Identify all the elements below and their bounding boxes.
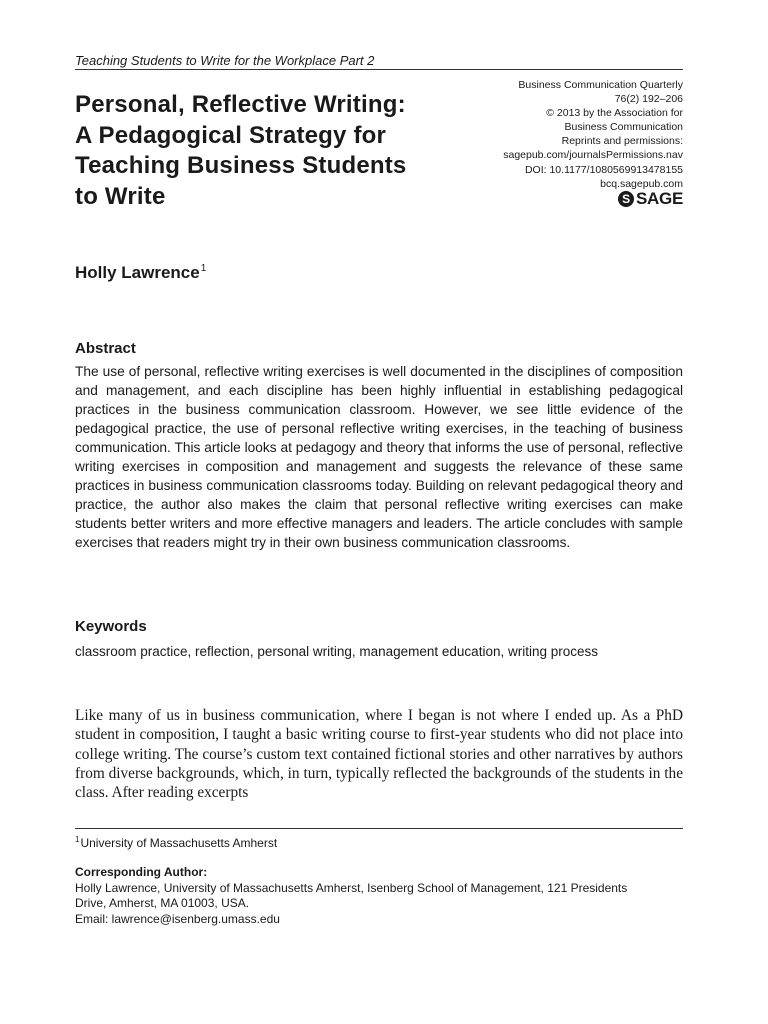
footnote-rule	[75, 828, 683, 829]
corresponding-email[interactable]: Email: lawrence@isenberg.umass.edu	[75, 911, 280, 926]
footnote-marker: 1	[75, 835, 80, 844]
author-affiliation-marker: 1	[200, 263, 207, 274]
title-line: Teaching Business Students	[75, 152, 407, 179]
article-title	[75, 90, 475, 212]
corresponding-address: Holly Lawrence, University of Massachusetts Amherst, Isenberg School of Management, 121 Presidents	[75, 880, 628, 895]
journal-permissions-link[interactable]: sagepub.com/journalsPermissions.nav	[503, 149, 683, 162]
corresponding-author	[75, 865, 695, 927]
affiliation-text: University of Massachusetts Amherst	[80, 836, 278, 850]
title-line: A Pedagogical Strategy for	[75, 121, 387, 149]
sage-logo-text: SAGE	[636, 189, 683, 208]
footnote-affiliation	[75, 835, 277, 850]
journal-doi[interactable]: DOI: 10.1177/1080569913478155	[524, 163, 683, 176]
journal-site[interactable]: bcq.sagepub.com	[600, 177, 683, 190]
keywords-text: classroom practice, reflection, personal writing, management education, writing process	[75, 644, 598, 659]
journal-volume: 76(2) 192–206	[614, 93, 683, 106]
journal-info	[453, 78, 683, 191]
body-paragraph: Like many of us in business communication, where I began is not where I ended up. As a PhD student in composition, I taught a basic writing course to first-year students who did not place into college writing. The course’s custom text contained fictional stories and other narratives by authors from diverse backgrounds, which, in turn, typically reflected the backgrounds of the students in the class. After reading excerpts	[75, 707, 683, 802]
sage-logo-icon: S	[618, 191, 634, 207]
keywords-heading: Keywords	[75, 618, 147, 635]
journal-reprints: Reprints and permissions:	[561, 135, 683, 148]
header-rule	[75, 69, 683, 70]
abstract-heading: Abstract	[75, 340, 136, 357]
corresponding-label: Corresponding Author:	[75, 865, 208, 879]
running-head: Teaching Students to Write for the Workplace Part 2	[75, 53, 375, 68]
corresponding-address: Drive, Amherst, MA 01003, USA.	[75, 896, 250, 910]
title-line: Personal, Reflective Writing:	[75, 91, 406, 118]
author-name-text: Holly Lawrence	[75, 263, 200, 282]
title-line: to Write	[75, 182, 166, 210]
journal-name: Business Communication Quarterly	[518, 79, 683, 91]
author-name	[75, 263, 206, 283]
journal-copyright: Business Communication	[564, 121, 683, 134]
sage-logo	[618, 189, 683, 209]
abstract-text: The use of personal, reflective writing exercises is well documented in the disciplines of composition and management, and each discipline has been highly influential in establishing pedagogical practices in the business communication classroom. However, we see little evidence of the pedagogical practice, the use of personal reflective writing exercises, in the teaching of business communication. This article looks at pedagogy and theory that informs the use of personal, reflective writing exercises in composition and management and suggests the relevance of these same practices in business communication classrooms today. Building on relevant pedagogical theory and practice, the author also makes the claim that personal reflective writing exercises can make students better writers and more effective managers and leaders. The article concludes with sample exercises that readers might try in their own business communication classrooms.	[75, 364, 683, 550]
journal-copyright: © 2013 by the Association for	[546, 107, 683, 120]
